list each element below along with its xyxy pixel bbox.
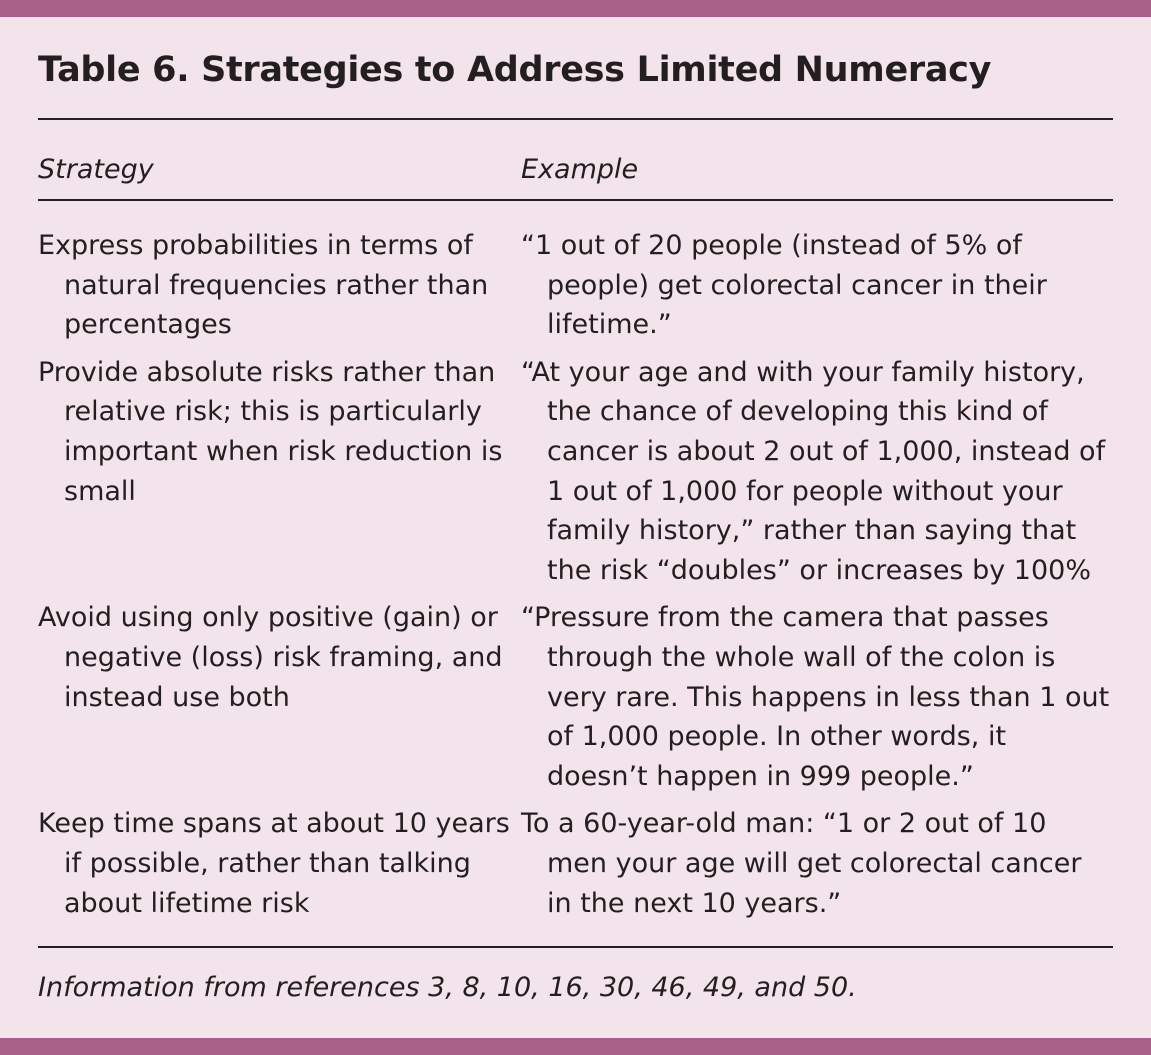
table-row (38, 353, 1113, 591)
column-header-example: Example (521, 154, 639, 185)
example-cell: “At your age and with your family history, the chance of developing this kind of cancer is about 2 out of 1,000, instead of 1 out of 1,000 for people without your family history,” rather than saying that the risk “doubles” or increases by 100% (521, 356, 1106, 586)
table-footnote: Information from references 3, 8, 10, 16, 30, 46, 49, and 50. (38, 972, 857, 1003)
top-accent-bar (0, 0, 1151, 17)
example-cell: “1 out of 20 people (instead of 5% of people) get colorectal cancer in their lifetime.” (521, 230, 1047, 341)
strategy-cell: Provide absolute risks rather than relative risk; this is particularly important when risk reduction is small (38, 356, 503, 507)
table-title: Table 6. Strategies to Address Limited Numeracy (38, 50, 992, 90)
example-cell: To a 60-year-old man: “1 or 2 out of 10 men your age will get colorectal cancer in the next 10 years.” (521, 808, 1082, 919)
header-divider (38, 199, 1113, 201)
table-body (38, 226, 1113, 931)
footer-divider (38, 946, 1113, 948)
table-row (38, 226, 1113, 345)
bottom-accent-bar (0, 1038, 1151, 1055)
table-row (38, 804, 1113, 923)
strategy-cell: Avoid using only positive (gain) or negative (loss) risk framing, and instead use both (38, 602, 503, 713)
strategy-cell: Keep time spans at about 10 years if possible, rather than talking about lifetime risk (38, 808, 510, 919)
example-cell: “Pressure from the camera that passes through the whole wall of the colon is very rare. This happens in less than 1 out of 1,000 people. In other words, it doesn’t happen in 999 people.” (521, 602, 1110, 792)
table-row (38, 598, 1113, 796)
title-divider (38, 118, 1113, 120)
strategy-cell: Express probabilities in terms of natural frequencies rather than percentages (38, 230, 489, 341)
column-header-strategy: Strategy (38, 154, 154, 185)
